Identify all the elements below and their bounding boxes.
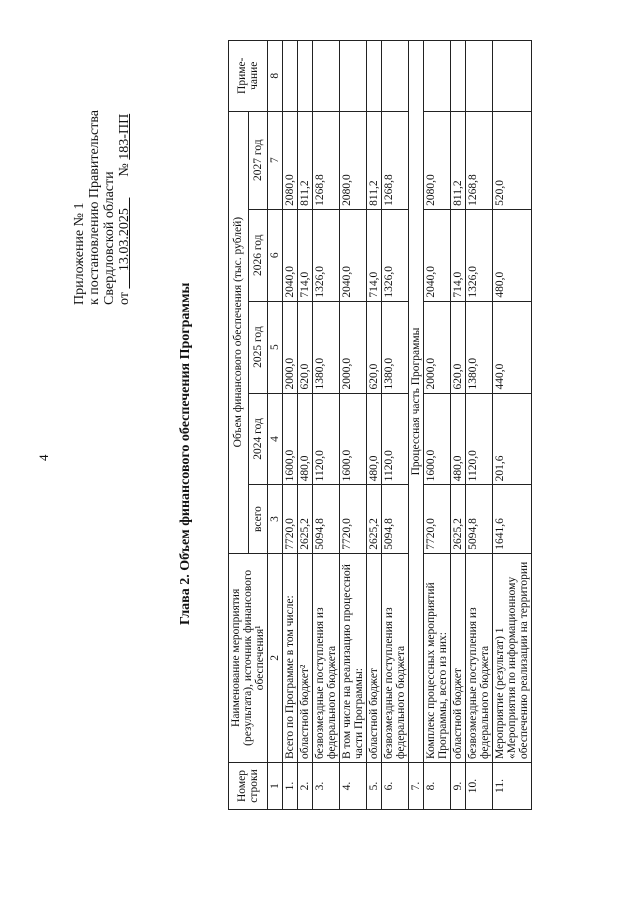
column-number: 7	[268, 111, 283, 209]
annex-date-line	[117, 110, 132, 305]
table-row	[424, 41, 451, 810]
cell-2027: 2080,0	[340, 111, 367, 209]
row-name: В том числе на реализацию процессной части Программы:	[340, 553, 367, 762]
cell-note	[493, 41, 532, 112]
table-row	[283, 41, 298, 810]
cell-total: 5094,8	[382, 485, 409, 553]
header-volume: Объем финансового обеспечения (тыс. рублей)	[229, 111, 249, 553]
header-name: Наименование мероприятия (результата), источник финансового обеспечения¹	[229, 553, 268, 762]
cell-2027: 811,2	[451, 111, 466, 209]
cell-2025: 620,0	[298, 301, 313, 393]
cell-note	[367, 41, 382, 112]
row-name: Комплекс процессных мероприятий Программы, всего из них:	[424, 553, 451, 762]
number-prefix: №	[117, 163, 132, 177]
cell-2024: 1600,0	[340, 393, 367, 485]
cell-total: 7720,0	[283, 485, 298, 553]
cell-total: 1641,6	[493, 485, 532, 553]
cell-note	[283, 41, 298, 112]
column-number: 1	[268, 763, 283, 810]
cell-2024: 480,0	[298, 393, 313, 485]
column-number: 8	[268, 41, 283, 112]
cell-2025: 620,0	[367, 301, 382, 393]
column-number: 6	[268, 209, 283, 301]
header-2025: 2025 год	[248, 301, 268, 393]
table-row	[298, 41, 313, 810]
table-row	[451, 41, 466, 810]
cell-2027: 811,2	[298, 111, 313, 209]
cell-2027: 811,2	[367, 111, 382, 209]
cell-2027: 1268,8	[466, 111, 493, 209]
column-number: 4	[268, 393, 283, 485]
page-number: 4	[36, 454, 51, 461]
cell-2024: 1600,0	[283, 393, 298, 485]
cell-note	[451, 41, 466, 112]
cell-total: 2625,2	[367, 485, 382, 553]
cell-total: 5094,8	[313, 485, 340, 553]
cell-2026: 1326,0	[466, 209, 493, 301]
annex-block	[72, 110, 132, 305]
table-row	[313, 41, 340, 810]
row-number: 4.	[340, 763, 367, 810]
cell-2026: 714,0	[451, 209, 466, 301]
cell-2026: 2040,0	[424, 209, 451, 301]
cell-2024: 480,0	[451, 393, 466, 485]
cell-2026: 1326,0	[313, 209, 340, 301]
cell-2026: 2040,0	[340, 209, 367, 301]
cell-total: 7720,0	[424, 485, 451, 553]
cell-note	[340, 41, 367, 112]
cell-2027: 1268,8	[382, 111, 409, 209]
row-number: 2.	[298, 763, 313, 810]
row-name: безвозмездные поступления из федерального бюджета	[466, 553, 493, 762]
cell-2025: 440,0	[493, 301, 532, 393]
cell-2026: 714,0	[367, 209, 382, 301]
annex-date: 13.03.2025	[117, 208, 132, 272]
header-note: Приме-чание	[229, 41, 268, 112]
annex-line: Свердловской области	[102, 171, 117, 305]
row-number: 8.	[424, 763, 451, 810]
date-prefix: от	[117, 292, 132, 305]
cell-total: 5094,8	[466, 485, 493, 553]
section-title: Процессная часть Программы	[409, 41, 424, 763]
header-2026: 2026 год	[248, 209, 268, 301]
cell-2024: 1120,0	[382, 393, 409, 485]
header-2024: 2024 год	[248, 393, 268, 485]
cell-2026: 480,0	[493, 209, 532, 301]
table-row	[340, 41, 367, 810]
cell-2027: 2080,0	[424, 111, 451, 209]
cell-2024: 1120,0	[313, 393, 340, 485]
cell-note	[382, 41, 409, 112]
financing-table	[228, 40, 532, 810]
annex-line: Приложение № 1	[72, 202, 87, 305]
column-number: 5	[268, 301, 283, 393]
cell-note	[313, 41, 340, 112]
row-number: 7.	[409, 763, 424, 810]
cell-2024: 1600,0	[424, 393, 451, 485]
cell-note	[424, 41, 451, 112]
cell-2025: 1380,0	[382, 301, 409, 393]
annex-line: к постановлению Правительства	[87, 109, 102, 305]
chapter-title: Глава 2. Объем финансового обеспечения Программы	[178, 282, 193, 625]
cell-note	[298, 41, 313, 112]
header-total: всего	[248, 485, 268, 553]
cell-total: 7720,0	[340, 485, 367, 553]
section-row	[409, 41, 424, 810]
cell-2025: 2000,0	[283, 301, 298, 393]
table-row	[367, 41, 382, 810]
cell-2024: 201,6	[493, 393, 532, 485]
header-row	[229, 41, 249, 810]
annex-number: 183-ПП	[117, 113, 132, 160]
column-number-row	[268, 41, 283, 810]
row-name: областной бюджет	[451, 553, 466, 762]
row-number: 9.	[451, 763, 466, 810]
row-number: 3.	[313, 763, 340, 810]
table-row	[466, 41, 493, 810]
cell-2025: 1380,0	[466, 301, 493, 393]
header-2027: 2027 год	[248, 111, 268, 209]
row-number: 6.	[382, 763, 409, 810]
cell-2025: 2000,0	[424, 301, 451, 393]
cell-2024: 480,0	[367, 393, 382, 485]
column-number: 2	[268, 553, 283, 762]
row-number: 10.	[466, 763, 493, 810]
cell-2026: 714,0	[298, 209, 313, 301]
row-number: 5.	[367, 763, 382, 810]
cell-2026: 1326,0	[382, 209, 409, 301]
cell-2027: 2080,0	[283, 111, 298, 209]
row-name: безвозмездные поступления из федерального бюджета	[382, 553, 409, 762]
cell-2024: 1120,0	[466, 393, 493, 485]
row-number: 11.	[493, 763, 532, 810]
cell-note	[466, 41, 493, 112]
row-name: Всего по Программе в том числе:	[283, 553, 298, 762]
cell-2025: 620,0	[451, 301, 466, 393]
column-number: 3	[268, 485, 283, 553]
row-name: областной бюджет²	[298, 553, 313, 762]
header-row-number: Номер строки	[229, 763, 268, 810]
row-name: областной бюджет	[367, 553, 382, 762]
cell-2026: 2040,0	[283, 209, 298, 301]
row-number: 1.	[283, 763, 298, 810]
row-name: безвозмездные поступления из федерального бюджета	[313, 553, 340, 762]
cell-2027: 1268,8	[313, 111, 340, 209]
table-row	[493, 41, 532, 810]
table-row	[382, 41, 409, 810]
cell-2025: 2000,0	[340, 301, 367, 393]
cell-2027: 520,0	[493, 111, 532, 209]
cell-total: 2625,2	[451, 485, 466, 553]
cell-total: 2625,2	[298, 485, 313, 553]
cell-2025: 1380,0	[313, 301, 340, 393]
row-name: Мероприятие (результат) 1 «Мероприятия по информационному обеспечению реализации на территории	[493, 553, 532, 762]
